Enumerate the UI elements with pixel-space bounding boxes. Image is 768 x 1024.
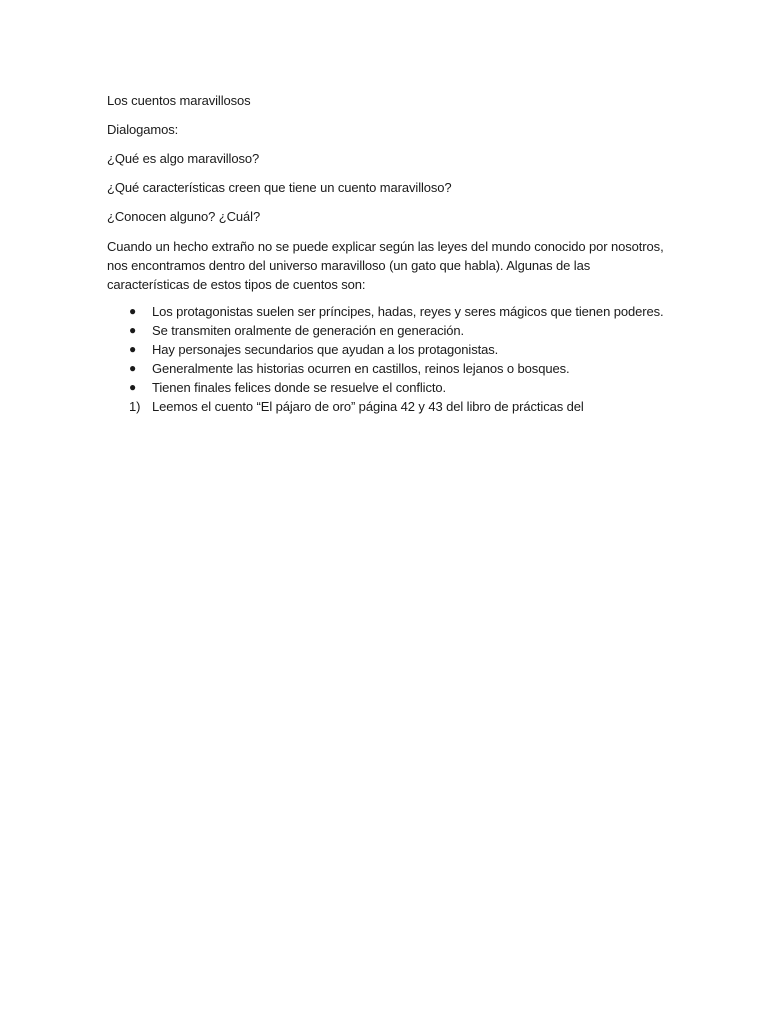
document-title: Los cuentos maravillosos <box>107 93 251 108</box>
question-1: ¿Qué es algo maravilloso? <box>107 151 260 166</box>
dialog-heading: Dialogamos: <box>107 122 179 137</box>
list-item-text: Se transmiten oralmente de generación en generación. <box>152 323 465 338</box>
bullet-icon: ● <box>129 342 137 356</box>
list-item <box>107 378 667 397</box>
bullet-icon: ● <box>129 380 137 394</box>
bullet-icon: ● <box>129 304 137 318</box>
list-item <box>107 321 667 340</box>
item-number: 1) <box>129 399 141 414</box>
list-item-text: Los protagonistas suelen ser príncipes, hadas, reyes y seres mágicos que tienen poderes. <box>152 304 664 319</box>
intro-paragraph: Cuando un hecho extraño no se puede explicar según las leyes del mundo conocido por nosotros, nos encontramos dentro del universo maravilloso (un gato que habla). Algunas de las características de estos tipos de cuentos son: <box>107 239 664 292</box>
bullet-icon: ● <box>129 323 137 337</box>
list-item-text: Hay personajes secundarios que ayudan a los protagonistas. <box>152 342 499 357</box>
list-item-text: Tienen finales felices donde se resuelve el conflicto. <box>152 380 447 395</box>
list-item <box>107 359 667 378</box>
question-3: ¿Conocen alguno? ¿Cuál? <box>107 209 261 224</box>
numbered-item-text: Leemos el cuento “El pájaro de oro” página 42 y 43 del libro de prácticas del <box>152 399 584 414</box>
numbered-item <box>107 397 667 416</box>
bullet-icon: ● <box>129 361 137 375</box>
question-2: ¿Qué características creen que tiene un cuento maravilloso? <box>107 180 452 195</box>
list-item <box>107 340 667 359</box>
characteristics-list <box>107 302 667 416</box>
list-item-text: Generalmente las historias ocurren en castillos, reinos lejanos o bosques. <box>152 361 570 376</box>
list-item <box>107 302 667 321</box>
document-body <box>107 92 667 416</box>
